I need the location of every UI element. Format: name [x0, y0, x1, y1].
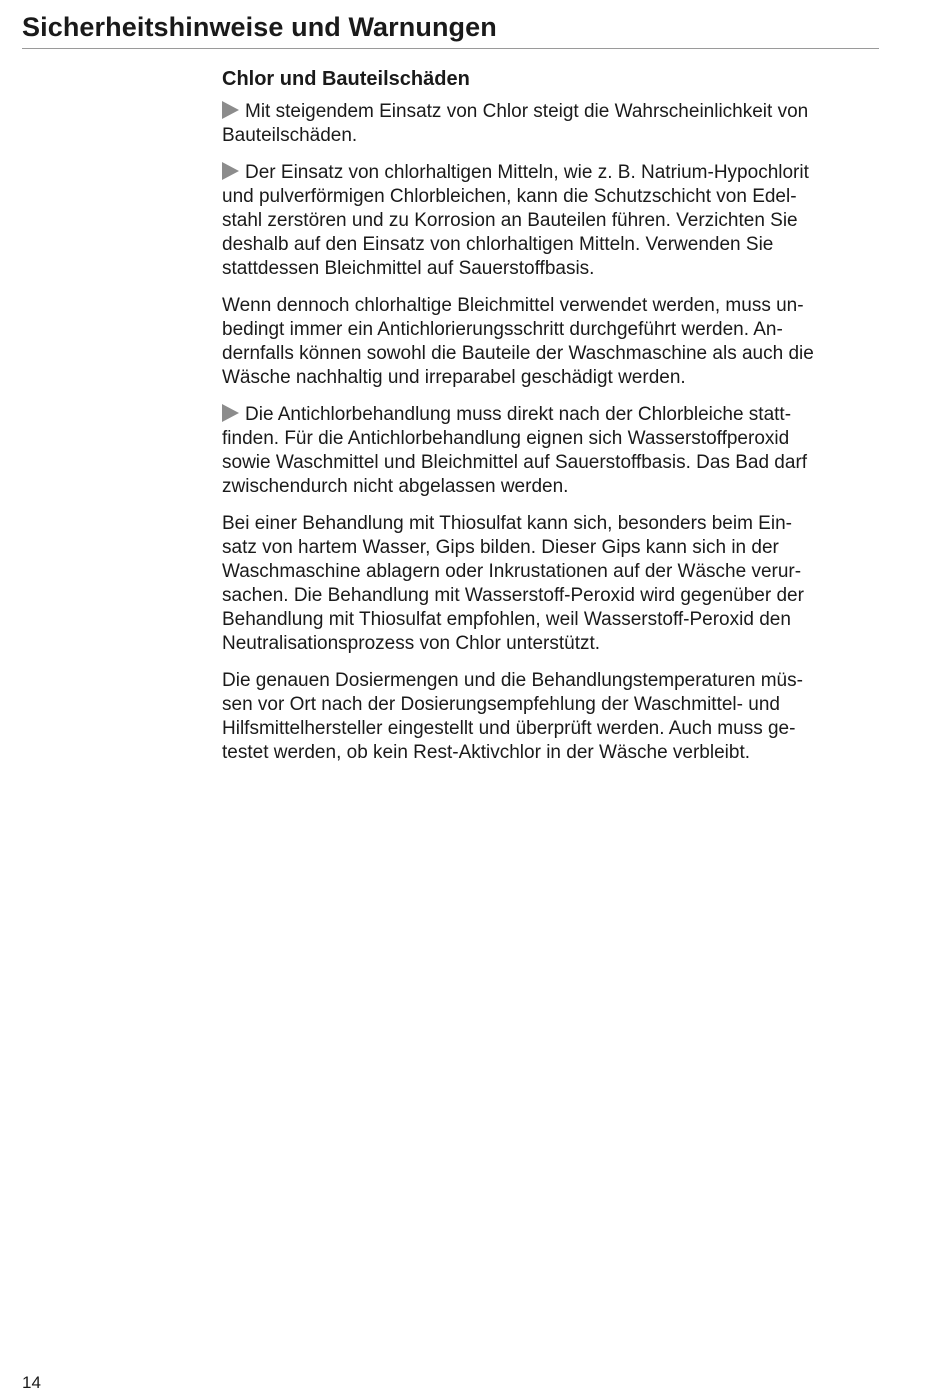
page-number: 14: [22, 1373, 41, 1392]
text-line: sen vor Ort nach der Dosierungsempfehlung der Waschmittel- und: [222, 694, 780, 715]
text-line: finden. Für die Antichlorbehandlung eignen sich Wasserstoffperoxid: [222, 428, 790, 449]
text-line: Bei einer Behandlung mit Thiosulfat kann sich, besonders beim Ein-: [222, 513, 792, 534]
text-line: deshalb auf den Einsatz von chlorhaltigen Mitteln. Verwenden Sie: [222, 234, 774, 255]
text-line: dernfalls können sowohl die Bauteile der Waschmaschine als auch die: [222, 343, 814, 364]
instruction-paragraph: [222, 403, 886, 499]
text-line: stahl zerstören und zu Korrosion an Bauteilen führen. Verzichten Sie: [222, 210, 798, 231]
text-paragraph: [222, 294, 886, 390]
text-paragraph: [222, 512, 886, 656]
text-line: bedingt immer ein Antichlorierungsschritt durchgeführt werden. An-: [222, 319, 783, 340]
text-line: und pulverförmigen Chlorbleichen, kann die Schutzschicht von Edel-: [222, 186, 797, 207]
page-header: [22, 12, 879, 49]
text-line: satz von hartem Wasser, Gips bilden. Dieser Gips kann sich in der: [222, 537, 779, 558]
triangle-right-icon: [222, 101, 239, 119]
text-line: Behandlung mit Thiosulfat empfohlen, weil Wasserstoff-Peroxid den: [222, 609, 791, 630]
text-line: Der Einsatz von chlorhaltigen Mitteln, wie z. B. Natrium-Hypochlorit: [245, 162, 809, 183]
text-line: zwischendurch nicht abgelassen werden.: [222, 476, 569, 497]
text-line: Mit steigendem Einsatz von Chlor steigt die Wahrscheinlichkeit von: [245, 101, 809, 122]
triangle-right-icon: [222, 162, 239, 180]
triangle-right-icon: [222, 404, 239, 422]
text-line: stattdessen Bleichmittel auf Sauerstoffbasis.: [222, 258, 595, 279]
text-line: Bauteilschäden.: [222, 125, 358, 146]
instruction-paragraph: [222, 161, 886, 281]
text-line: Waschmaschine ablagern oder Inkrustationen auf der Wäsche verur-: [222, 561, 802, 582]
text-line: sowie Waschmittel und Bleichmittel auf Sauerstoffbasis. Das Bad darf: [222, 452, 808, 473]
text-line: Die genauen Dosiermengen und die Behandlungstemperaturen müs-: [222, 670, 803, 691]
section-content: [222, 68, 886, 778]
instruction-paragraph: [222, 100, 886, 148]
text-line: Wäsche nachhaltig und irreparabel geschädigt werden.: [222, 367, 686, 388]
paragraph-list: [222, 100, 886, 765]
text-line: testet werden, ob kein Rest-Aktivchlor in der Wäsche verbleibt.: [222, 742, 751, 763]
text-line: Wenn dennoch chlorhaltige Bleichmittel verwendet werden, muss un-: [222, 295, 804, 316]
page-title: Sicherheitshinweise und Warnungen: [22, 12, 497, 42]
section-heading: Chlor und Bauteilschäden: [222, 68, 470, 90]
text-line: Neutralisationsprozess von Chlor unterstützt.: [222, 633, 601, 654]
text-line: sachen. Die Behandlung mit Wasserstoff-Peroxid wird gegenüber der: [222, 585, 804, 606]
text-line: Die Antichlorbehandlung muss direkt nach der Chlorbleiche statt-: [245, 404, 792, 425]
text-paragraph: [222, 669, 886, 765]
text-line: Hilfsmittelhersteller eingestellt und überprüft werden. Auch muss ge-: [222, 718, 796, 739]
